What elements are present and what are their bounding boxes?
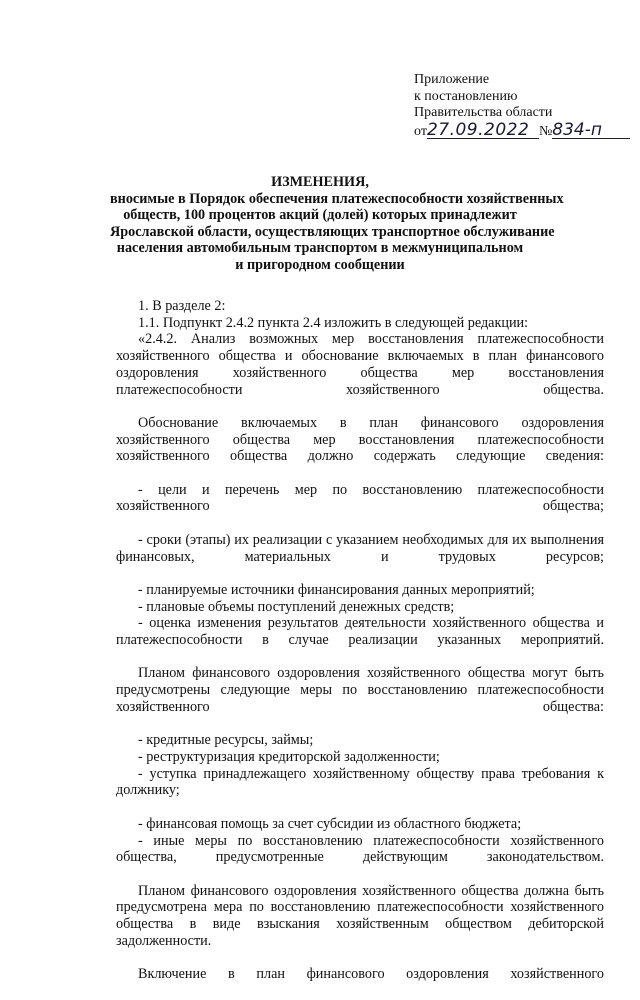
paragraph: 1. В разделе 2:: [138, 298, 226, 314]
list-item: - реструктуризация кредиторской задолженности;: [138, 748, 440, 765]
heading-line: вносимые в Порядок обеспечения платежеспособности хозяйственных: [110, 190, 564, 207]
list-item: - планируемые источники финансирования данных мероприятий;: [138, 581, 535, 598]
document-heading: [110, 174, 564, 273]
paragraph: Включение в план финансового оздоровления хозяйственного: [138, 966, 604, 983]
paragraph: Обоснование включаемых в план финансового оздоровления хозяйственного общества мер восстановления платежеспособности хозяйственного общества должно содержать следующие сведения:: [116, 414, 604, 465]
heading-line: населения автомобильным транспортом в межмуниципальном: [116, 240, 524, 256]
handwritten-date: 27.09.2022: [427, 122, 539, 139]
paragraph: Планом финансового оздоровления хозяйственного общества могут быть предусмотрены следующие меры по восстановлению платежеспособности хозяйственного общества:: [116, 665, 604, 715]
document-body: [116, 298, 604, 1000]
list-item: - цели и перечень мер по восстановлению платежеспособности хозяйственного общества;: [116, 481, 604, 515]
heading-title: ИЗМЕНЕНИЯ,: [271, 174, 369, 190]
paragraph: 1.1. Подпункт 2.4.2 пункта 2.4 изложить в следующей редакции:: [138, 314, 529, 331]
from-label: от: [414, 123, 427, 139]
paragraph: «2.4.2. Анализ возможных мер восстановления платежеспособности хозяйственного общества и обоснование включаемых в план финансового оздоровления хозяйственного общества мер восстановления платежеспособности хозяйственного общества.: [116, 331, 604, 398]
list-item: - уступка принадлежащего хозяйственному обществу права требования к должнику;: [116, 765, 604, 799]
heading-line: обществ, 100 процентов акций (долей) которых принадлежит: [123, 207, 517, 223]
appendix-line: Правительства области: [414, 105, 553, 120]
list-item: - иные меры по восстановлению платежеспособности хозяйственного общества, предусмотренные действующим законодательством.: [116, 832, 604, 866]
appendix-date-number-line: [414, 119, 630, 141]
paragraph: Планом финансового оздоровления хозяйственного общества должна быть предусмотрена мера по восстановлению платежеспособности хозяйственного общества в виде взыскания хозяйственным обществом дебиторской задолженности.: [116, 882, 604, 949]
list-item: - сроки (этапы) их реализации с указанием необходимых для их выполнения финансовых, материальных и трудовых ресурсов;: [116, 531, 604, 565]
handwritten-number: 834-п: [552, 122, 630, 139]
appendix-line: к постановлению: [414, 88, 518, 104]
list-item: - кредитные ресурсы, займы;: [138, 732, 314, 749]
appendix-block: [414, 72, 630, 140]
appendix-line: Приложение: [414, 72, 490, 87]
list-item: - оценка изменения результатов деятельности хозяйственного общества и платежеспособности в случае реализации указанных мероприятий.: [116, 615, 604, 649]
list-item: - финансовая помощь за счет субсидии из областного бюджета;: [138, 815, 522, 832]
number-label: №: [538, 123, 553, 139]
heading-line: и пригородном сообщении: [235, 256, 405, 273]
list-item: - плановые объемы поступлений денежных средств;: [138, 598, 455, 615]
heading-line: Ярославской области, осуществляющих транспортное обслуживание: [110, 223, 555, 240]
